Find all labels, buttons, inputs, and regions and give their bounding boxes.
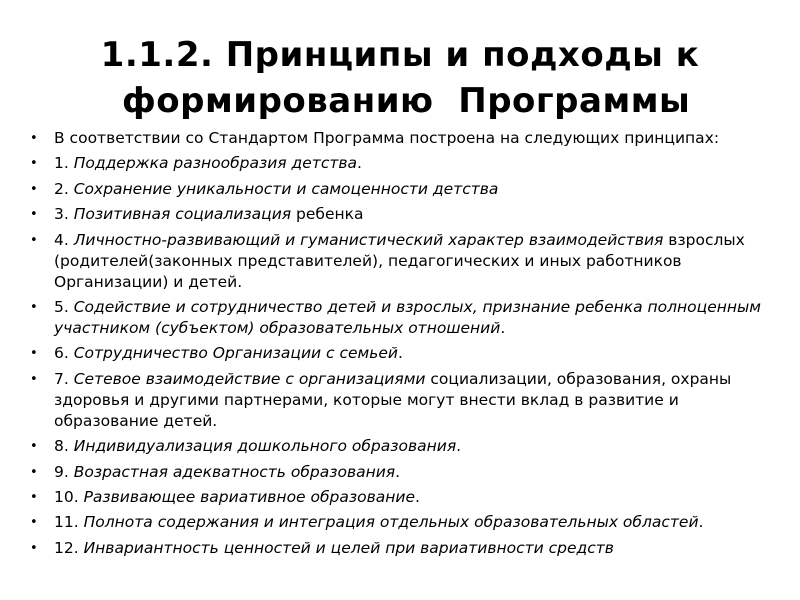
list-item — [30, 179, 765, 200]
bullet-icon: • — [30, 464, 38, 480]
bullet-icon: • — [30, 207, 38, 223]
list-item-italic-text: Полнота содержания и интеграция отдельных образовательных областей — [83, 513, 699, 532]
slide-title — [40, 32, 760, 124]
list-item-italic-text: Сохранение уникальности и самоценности детства — [73, 179, 499, 198]
list-item-text: социализации, образования, охраны здоровья и другими партнерами, которые могут внести вклад в развитие и образование детей. — [54, 369, 732, 430]
list-item-italic-text: Личностно-развивающий и гуманистический характер взаимодействия — [73, 230, 664, 249]
list-item-number: 8. — [54, 437, 74, 456]
list-item-text: . — [395, 462, 401, 481]
bullet-icon: • — [30, 439, 38, 455]
list-item-text: . — [500, 318, 506, 337]
bullet-icon: • — [30, 515, 38, 531]
list-item — [30, 128, 765, 149]
list-item-italic-text: Инвариантность ценностей и целей при вариативности средств — [83, 538, 614, 557]
list-item — [30, 297, 765, 339]
list-item-number: 3. — [54, 205, 74, 224]
list-item-text: . — [397, 344, 403, 363]
list-item-number: 1. — [54, 154, 74, 173]
bullet-icon: • — [30, 232, 38, 248]
bullet-icon: • — [30, 489, 38, 505]
bullet-icon: • — [30, 540, 38, 556]
list-item-number: 2. — [54, 179, 74, 198]
list-item-text: . — [357, 154, 362, 173]
list-item-italic-text: Сетевое взаимодействие с организациями — [73, 369, 426, 388]
bullet-icon: • — [30, 181, 38, 197]
list-item-text: ребенка — [291, 205, 364, 224]
list-item-italic-text: Позитивная социализация — [73, 205, 292, 224]
list-item — [30, 462, 765, 483]
list-item — [30, 436, 765, 457]
bullet-icon: • — [30, 131, 38, 146]
bullet-icon: • — [30, 371, 38, 387]
list-item-text: . — [456, 437, 462, 456]
list-item — [30, 204, 765, 225]
list-item-italic-text: Содействие и сотрудничество детей и взрослых, признание ребенка полноценным участником (субъектом) образовательных отношений — [54, 297, 761, 337]
list-item-italic-text: Развивающее вариативное образование — [83, 487, 415, 506]
bullet-icon: • — [30, 156, 38, 172]
list-item-text: взрослых (родителей(законных представителей), педагогических и иных работников Организации) и детей. — [54, 230, 745, 291]
list-item — [30, 343, 765, 364]
list-item-intro: В соответствии со Стандартом Программа построена на следующих принципах: — [54, 129, 720, 147]
list-item-number: 10. — [54, 487, 84, 506]
list-item-text: . — [415, 487, 420, 506]
list-item — [30, 369, 765, 432]
list-item-number: 5. — [54, 297, 74, 316]
list-item — [30, 230, 765, 293]
list-item-number: 9. — [54, 462, 74, 481]
list-item-number: 6. — [54, 344, 74, 363]
list-item-text: . — [698, 513, 704, 532]
list-item — [30, 512, 765, 533]
slide-title-line-1: 1.1.2. Принципы и подходы к — [100, 35, 700, 75]
list-item-italic-text: Сотрудничество Организации с семьей — [73, 344, 398, 363]
slide-title-line-2: формированию Программы — [109, 81, 691, 121]
bullet-icon: • — [30, 299, 38, 315]
bullet-icon: • — [30, 346, 38, 362]
list-item — [30, 153, 765, 174]
list-item-number: 4. — [54, 230, 74, 249]
list-item — [30, 487, 765, 508]
principles-list — [30, 128, 765, 563]
list-item-italic-text: Индивидуализация дошкольного образования — [73, 437, 457, 456]
list-item — [30, 538, 765, 559]
list-item-number: 11. — [54, 513, 84, 532]
list-item-italic-text: Возрастная адекватность образования — [73, 462, 396, 481]
list-item-number: 12. — [54, 538, 84, 557]
list-item-number: 7. — [54, 369, 74, 388]
list-item-italic-text: Поддержка разнообразия детства — [73, 154, 358, 173]
